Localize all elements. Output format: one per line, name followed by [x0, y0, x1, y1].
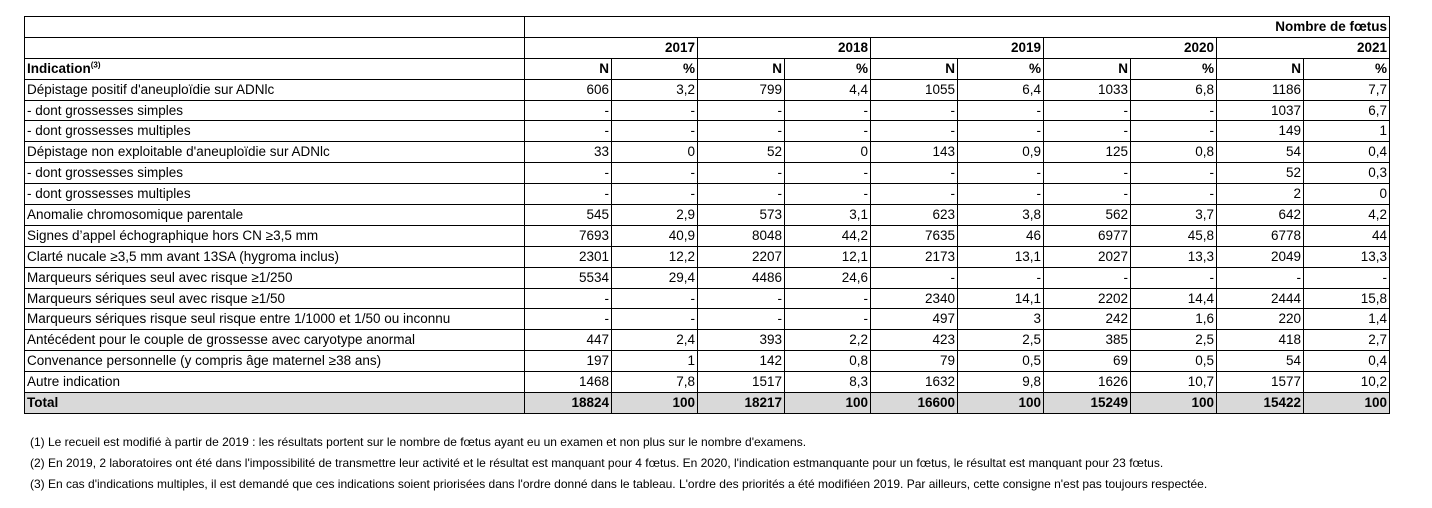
count-cell: 2202 [1044, 288, 1131, 309]
count-cell: 562 [1044, 205, 1131, 226]
count-cell: 220 [1217, 309, 1304, 330]
percent-cell: 1,4 [1304, 309, 1390, 330]
data-sheet [24, 16, 1390, 414]
table-row [25, 225, 1390, 246]
count-cell: - [1044, 163, 1131, 184]
count-cell: - [525, 121, 612, 142]
year-row [25, 37, 1390, 58]
percent-cell: 2,7 [1304, 330, 1390, 351]
count-cell: 242 [1044, 309, 1131, 330]
percent-cell: 8,3 [785, 372, 871, 393]
table-row [25, 205, 1390, 226]
count-cell: 573 [698, 205, 785, 226]
count-cell: 606 [525, 79, 612, 100]
table-row [25, 372, 1390, 393]
percent-cell: 15,8 [1304, 288, 1390, 309]
count-cell: - [698, 100, 785, 121]
percent-cell: 0,5 [1131, 351, 1217, 372]
percent-cell: 100 [1304, 393, 1390, 414]
percent-cell: - [612, 309, 698, 330]
percent-cell: 1 [612, 351, 698, 372]
count-cell: 447 [525, 330, 612, 351]
count-cell: 1517 [698, 372, 785, 393]
count-cell: 418 [1217, 330, 1304, 351]
percent-cell: 45,8 [1131, 225, 1217, 246]
percent-cell: - [1304, 267, 1390, 288]
percent-cell: 6,7 [1304, 100, 1390, 121]
percent-cell: - [958, 100, 1044, 121]
percent-cell: 3,1 [785, 205, 871, 226]
count-cell: 7693 [525, 225, 612, 246]
percent-cell: - [958, 184, 1044, 205]
row-label: Clarté nucale ≥3,5 mm avant 13SA (hygroma inclus) [25, 246, 525, 267]
count-cell: 69 [1044, 351, 1131, 372]
count-cell: 33 [525, 142, 612, 163]
count-cell: - [525, 288, 612, 309]
subheader-cell: % [785, 58, 871, 79]
percent-cell: 1 [1304, 121, 1390, 142]
count-cell: 642 [1217, 205, 1304, 226]
count-cell: 2 [1217, 184, 1304, 205]
percent-cell: 14,4 [1131, 288, 1217, 309]
count-cell: 6977 [1044, 225, 1131, 246]
percent-cell: 4,4 [785, 79, 871, 100]
percent-cell: 44 [1304, 225, 1390, 246]
count-cell: 16600 [871, 393, 958, 414]
count-cell: 1626 [1044, 372, 1131, 393]
count-cell: 623 [871, 205, 958, 226]
count-cell: 2340 [871, 288, 958, 309]
footnote-1: (1) Le recueil est modifié à partir de 2019 : les résultats portent sur le nombre de fœtus ayant eu un examen et non plus sur le nombre d'examens. [30, 435, 807, 449]
row-label: Total [25, 393, 525, 414]
percent-cell: 2,5 [1131, 330, 1217, 351]
percent-cell: - [785, 184, 871, 205]
count-cell: - [698, 121, 785, 142]
count-cell: - [698, 309, 785, 330]
subheader-cell: N [698, 58, 785, 79]
percent-cell: 3,8 [958, 205, 1044, 226]
footnote-3: (3) En cas d'indications multiples, il est demandé que ces indications soient priorisées dans l'ordre donné dans le tableau. L'ordre des priorités a été modifiéen 2019. Par ailleurs, cette consigne n'est pas toujours respectée. [30, 477, 1208, 491]
count-cell: 18217 [698, 393, 785, 414]
table-row [25, 351, 1390, 372]
percent-cell: 0,8 [785, 351, 871, 372]
percent-cell: - [612, 288, 698, 309]
count-cell: - [871, 100, 958, 121]
table-row [25, 309, 1390, 330]
percent-cell: 29,4 [612, 267, 698, 288]
row-label: - dont grossesses simples [25, 163, 525, 184]
percent-cell: 40,9 [612, 225, 698, 246]
table-row [25, 246, 1390, 267]
count-cell: - [1044, 267, 1131, 288]
percent-cell: - [958, 163, 1044, 184]
count-cell: 2027 [1044, 246, 1131, 267]
subheader-cell: % [1304, 58, 1390, 79]
table-row [25, 288, 1390, 309]
indication-header-note: (3) [90, 60, 101, 70]
percent-cell: 2,4 [612, 330, 698, 351]
percent-cell: 2,5 [958, 330, 1044, 351]
count-cell: 15249 [1044, 393, 1131, 414]
percent-cell: - [612, 184, 698, 205]
percent-cell: - [785, 163, 871, 184]
count-cell: - [525, 100, 612, 121]
table-row [25, 79, 1390, 100]
percent-cell: 0,8 [1131, 142, 1217, 163]
count-cell: 125 [1044, 142, 1131, 163]
row-label: Marqueurs sériques seul avec risque ≥1/50 [25, 288, 525, 309]
count-cell: 2173 [871, 246, 958, 267]
percent-cell: 14,1 [958, 288, 1044, 309]
percent-cell: 100 [1131, 393, 1217, 414]
table-row [25, 267, 1390, 288]
indication-header [25, 58, 525, 79]
count-cell: 423 [871, 330, 958, 351]
count-cell: - [871, 121, 958, 142]
percent-cell: 2,2 [785, 330, 871, 351]
count-cell: 497 [871, 309, 958, 330]
footnotes [30, 432, 1207, 495]
subheader-cell: % [1131, 58, 1217, 79]
footnote-2: (2) En 2019, 2 laboratoires ont été dans l'impossibilité de transmettre leur activité et le résultat est manquant pour 4 fœtus. En 2020, l'indication estmanquante pour un fœtus, le résultat est manquant pour 23 fœtus. [30, 456, 1164, 470]
count-cell: 79 [871, 351, 958, 372]
count-cell: 52 [698, 142, 785, 163]
count-cell: 197 [525, 351, 612, 372]
row-label: - dont grossesses multiples [25, 121, 525, 142]
subheader-cell: N [871, 58, 958, 79]
table-row [25, 142, 1390, 163]
subheader-cell: N [525, 58, 612, 79]
percent-cell: - [1131, 163, 1217, 184]
percent-cell: 6,8 [1131, 79, 1217, 100]
percent-cell: 13,3 [1304, 246, 1390, 267]
count-cell: 52 [1217, 163, 1304, 184]
subheader-cell: N [1044, 58, 1131, 79]
percent-cell: - [1131, 121, 1217, 142]
row-label: Autre indication [25, 372, 525, 393]
indication-header-label: Indication [27, 60, 91, 76]
row-label: Marqueurs sériques seul avec risque ≥1/250 [25, 267, 525, 288]
count-cell: - [871, 163, 958, 184]
subheader-cell: % [958, 58, 1044, 79]
percent-cell: 44,2 [785, 225, 871, 246]
percent-cell: 0,4 [1304, 351, 1390, 372]
count-cell: 799 [698, 79, 785, 100]
total-row [25, 393, 1390, 414]
table-body [25, 17, 1390, 414]
count-cell: 7635 [871, 225, 958, 246]
percent-cell: - [785, 288, 871, 309]
percent-cell: 0 [785, 142, 871, 163]
count-cell: 545 [525, 205, 612, 226]
percent-cell: 100 [785, 393, 871, 414]
percent-cell: 0,5 [958, 351, 1044, 372]
caption-row [25, 17, 1390, 38]
table-row [25, 121, 1390, 142]
percent-cell: 13,1 [958, 246, 1044, 267]
percent-cell: 4,2 [1304, 205, 1390, 226]
row-label: Antécédent pour le couple de grossesse avec caryotype anormal [25, 330, 525, 351]
percent-cell: 13,3 [1131, 246, 1217, 267]
percent-cell: 0 [1304, 184, 1390, 205]
table-row [25, 100, 1390, 121]
percent-cell: 10,2 [1304, 372, 1390, 393]
count-cell: 1632 [871, 372, 958, 393]
percent-cell: 2,9 [612, 205, 698, 226]
count-cell: 1186 [1217, 79, 1304, 100]
percent-cell: 12,1 [785, 246, 871, 267]
count-cell: 143 [871, 142, 958, 163]
percent-cell: 12,2 [612, 246, 698, 267]
percent-cell: - [785, 100, 871, 121]
table-row [25, 163, 1390, 184]
year-header: 2017 [525, 37, 698, 58]
count-cell: - [1217, 267, 1304, 288]
indication-table [24, 16, 1390, 414]
percent-cell: 0,3 [1304, 163, 1390, 184]
year-header: 2021 [1217, 37, 1390, 58]
percent-cell: - [785, 309, 871, 330]
row-label: - dont grossesses multiples [25, 184, 525, 205]
percent-cell: 0,9 [958, 142, 1044, 163]
caption-right: Nombre de fœtus [525, 17, 1390, 38]
year-header: 2020 [1044, 37, 1217, 58]
row-label: Anomalie chromosomique parentale [25, 205, 525, 226]
percent-cell: 3,2 [612, 79, 698, 100]
count-cell: - [698, 288, 785, 309]
count-cell: 1577 [1217, 372, 1304, 393]
percent-cell: 24,6 [785, 267, 871, 288]
percent-cell: 0,4 [1304, 142, 1390, 163]
count-cell: 2049 [1217, 246, 1304, 267]
count-cell: 385 [1044, 330, 1131, 351]
count-cell: - [525, 163, 612, 184]
subheader-cell: N [1217, 58, 1304, 79]
percent-cell: - [612, 163, 698, 184]
count-cell: 142 [698, 351, 785, 372]
percent-cell: 1,6 [1131, 309, 1217, 330]
count-cell: 54 [1217, 142, 1304, 163]
row-label: - dont grossesses simples [25, 100, 525, 121]
percent-cell: 3,7 [1131, 205, 1217, 226]
percent-cell: 9,8 [958, 372, 1044, 393]
count-cell: 4486 [698, 267, 785, 288]
percent-cell: - [1131, 100, 1217, 121]
row-label: Dépistage non exploitable d'aneuploïdie sur ADNlc [25, 142, 525, 163]
count-cell: - [1044, 121, 1131, 142]
count-cell: 149 [1217, 121, 1304, 142]
percent-cell: - [1131, 267, 1217, 288]
percent-cell: 100 [958, 393, 1044, 414]
percent-cell: - [958, 267, 1044, 288]
count-cell: - [871, 267, 958, 288]
row-label: Dépistage positif d'aneuploïdie sur ADNlc [25, 79, 525, 100]
count-cell: - [698, 184, 785, 205]
count-cell: 1033 [1044, 79, 1131, 100]
table-row [25, 330, 1390, 351]
percent-cell: 0 [612, 142, 698, 163]
percent-cell: 10,7 [1131, 372, 1217, 393]
count-cell: 5534 [525, 267, 612, 288]
count-cell: 2207 [698, 246, 785, 267]
count-cell: 15422 [1217, 393, 1304, 414]
row-label: Convenance personnelle (y compris âge maternel ≥38 ans) [25, 351, 525, 372]
count-cell: - [698, 163, 785, 184]
count-cell: - [1044, 100, 1131, 121]
count-cell: 393 [698, 330, 785, 351]
year-header: 2019 [871, 37, 1044, 58]
percent-cell: 7,8 [612, 372, 698, 393]
row-label: Signes d’appel échographique hors CN ≥3,5 mm [25, 225, 525, 246]
percent-cell: - [612, 100, 698, 121]
percent-cell: 7,7 [1304, 79, 1390, 100]
percent-cell: 46 [958, 225, 1044, 246]
percent-cell: 6,4 [958, 79, 1044, 100]
count-cell: - [525, 184, 612, 205]
subheader-cell: % [612, 58, 698, 79]
count-cell: 1037 [1217, 100, 1304, 121]
count-cell: - [871, 184, 958, 205]
count-cell: - [1044, 184, 1131, 205]
subheader-row [25, 58, 1390, 79]
year-header: 2018 [698, 37, 871, 58]
count-cell: 2301 [525, 246, 612, 267]
count-cell: 1055 [871, 79, 958, 100]
year-blank-cell [25, 37, 525, 58]
caption-blank-cell [25, 17, 525, 38]
table-row [25, 184, 1390, 205]
percent-cell: - [958, 121, 1044, 142]
count-cell: 6778 [1217, 225, 1304, 246]
percent-cell: - [612, 121, 698, 142]
row-label: Marqueurs sériques risque seul risque entre 1/1000 et 1/50 ou inconnu [25, 309, 525, 330]
count-cell: - [525, 309, 612, 330]
percent-cell: - [1131, 184, 1217, 205]
percent-cell: - [785, 121, 871, 142]
count-cell: 8048 [698, 225, 785, 246]
percent-cell: 100 [612, 393, 698, 414]
count-cell: 1468 [525, 372, 612, 393]
count-cell: 18824 [525, 393, 612, 414]
count-cell: 54 [1217, 351, 1304, 372]
percent-cell: 3 [958, 309, 1044, 330]
count-cell: 2444 [1217, 288, 1304, 309]
